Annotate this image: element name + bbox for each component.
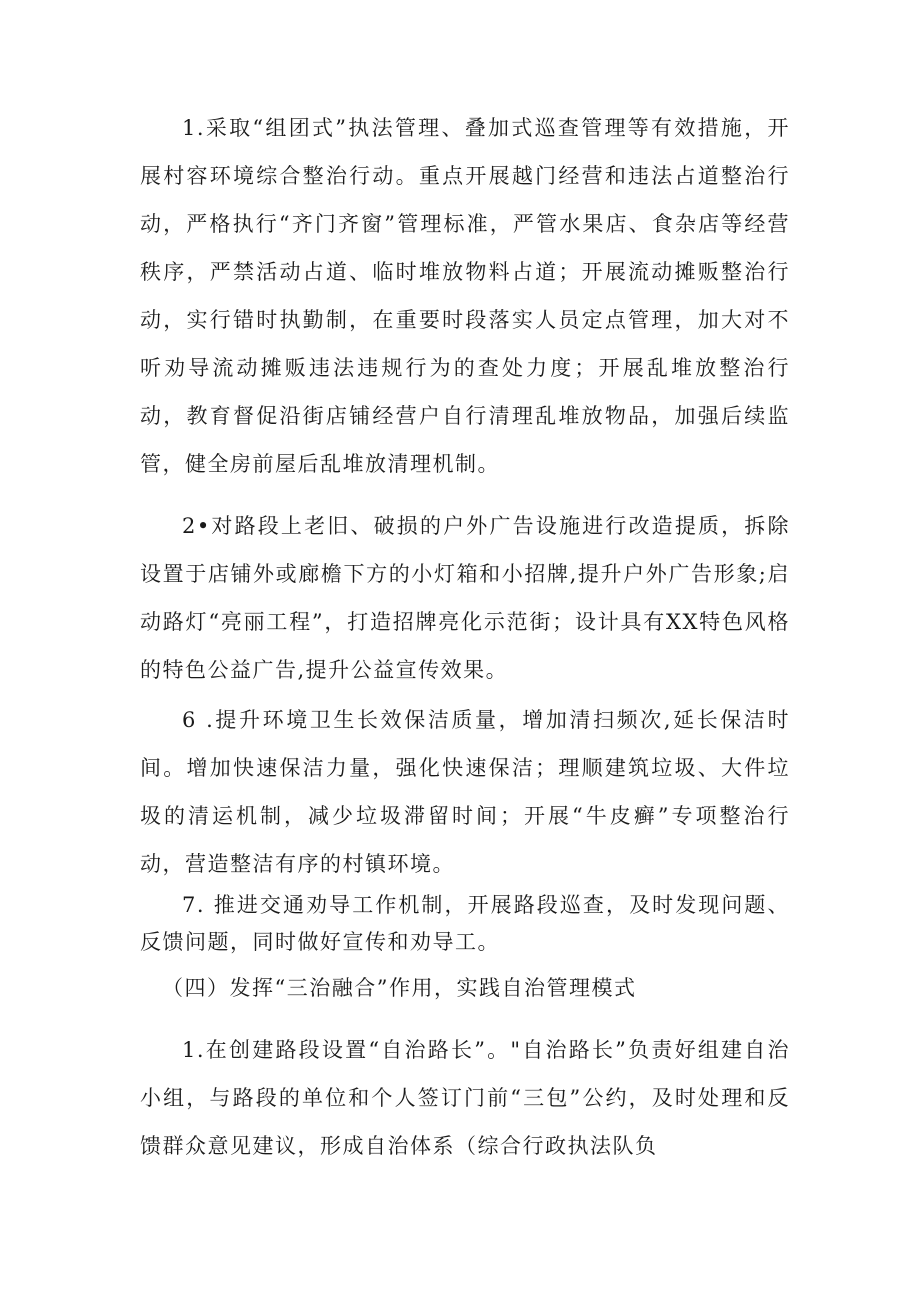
paragraph-sanitation-cleaning: 6 .提升环境卫生长效保洁质量，增加清扫频次,延长保洁时间。增加快速保洁力量，强化快速保洁；理顺建筑垃圾、大件垃圾的清运机制，减少垃圾滞留时间；开展“牛皮癣”专项整治行动，营造整洁有序的村镇环境。: [140, 708, 790, 876]
paragraph-village-environment-rectification: 1.采取“组团式”执法管理、叠加式巡查管理等有效措施，开展村容环境综合整治行动。重点开展越门经营和违法占道整治行动，严格执行“齐门齐窗”管理标准，严管水果店、食杂店等经营秩序，严禁活动占道、临时堆放物料占道；开展流动摊贩整治行动，实行错时执勤制，在重要时段落实人员定点管理，加大对不听劝导流动摊贩违法违规行为的查处力度；开展乱堆放整治行动，教育督促沿街店铺经营户自行清理乱堆放物品，加强后续监管，健全房前屋后乱堆放清理机制。: [140, 116, 790, 476]
paragraph-traffic-persuasion: 7. 推进交通劝导工作机制，开展路段巡查，及时发现问题、反馈问题，同时做好宣传和劝导工。: [140, 893, 790, 954]
paragraph-self-governance-road-chief: 1.在创建路段设置“自治路长”。"自治路长”负责好组建自治小组，与路段的单位和个人签订门前“三包”公约，及时处理和反馈群众意见建议，形成自治体系（综合行政执法队负: [140, 1038, 790, 1158]
section-heading-three-governance: （四）发挥“三治融合”作用，实践自治管理模式: [162, 976, 637, 1000]
paragraph-outdoor-advertising: 2•对路段上老旧、破损的户外广告设施进行改造提质，拆除设置于店铺外或廊檐下方的小灯箱和小招牌,提升户外广告形象;启动路灯“亮丽工程”，打造招牌亮化示范街；设计具有XX特色风格的特色公益广告,提升公益宣传效果。: [140, 514, 790, 682]
